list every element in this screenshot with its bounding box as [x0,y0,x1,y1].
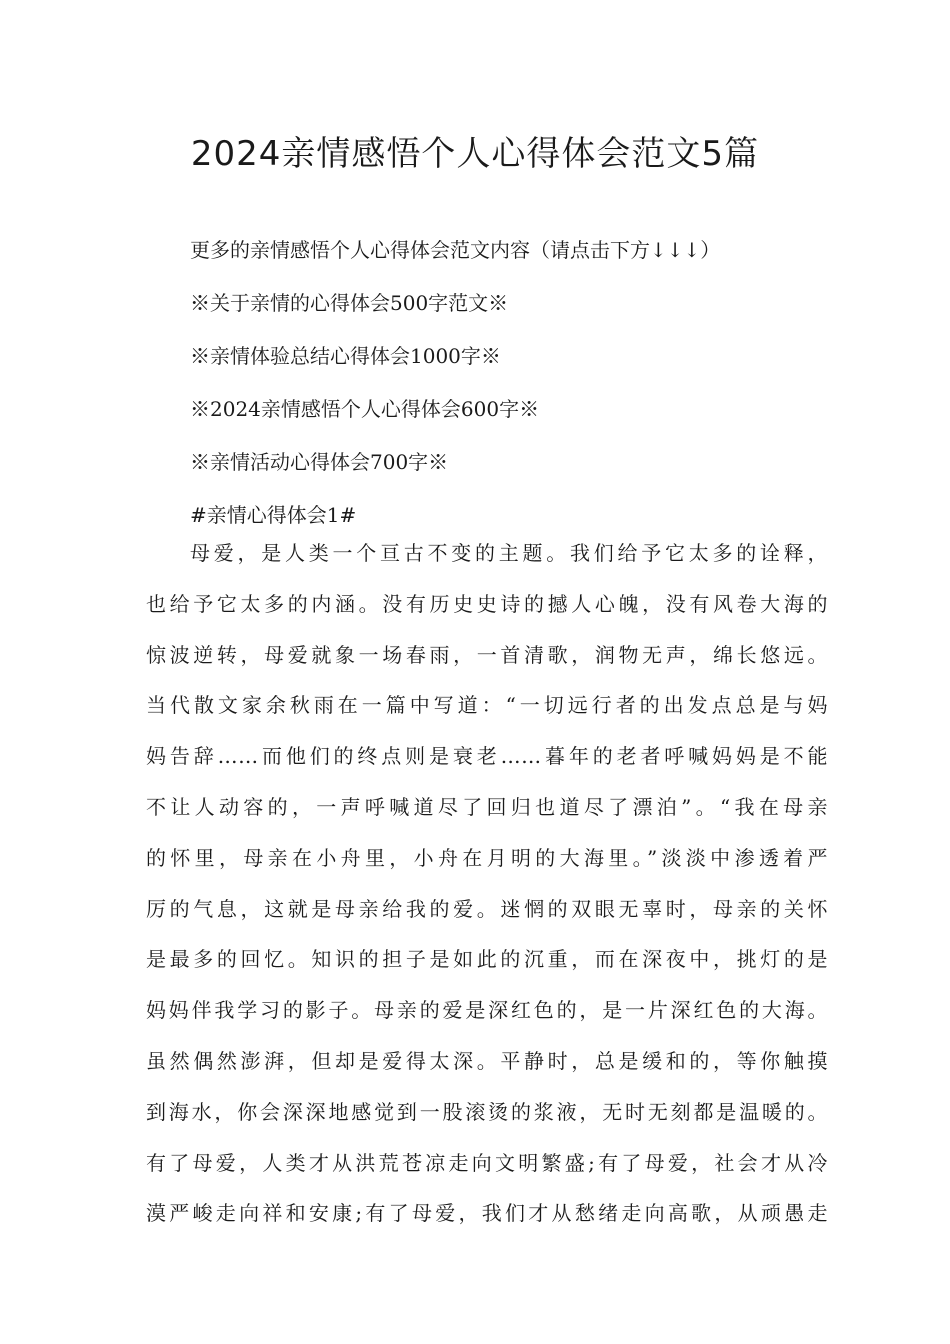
intro-line: 更多的亲情感悟个人心得体会范文内容（请点击下方↓↓↓） [190,238,721,262]
paragraph-line: 虽然偶然澎湃，但却是爱得太深。平静时，总是缓和的，等你触摸 [146,1048,828,1073]
section-heading: #亲情心得体会1# [190,503,357,527]
paragraph-line: 妈告辞……而他们的终点则是衰老……暮年的老者呼喊妈妈是不能 [146,744,828,769]
paragraph-line: 也给予它太多的内涵。没有历史史诗的撼人心魄，没有风卷大海的 [146,591,828,616]
related-link[interactable]: ※关于亲情的心得体会500字范文※ [190,291,509,315]
body-paragraph [146,528,828,1239]
document-title: 2024亲情感悟个人心得体会范文5篇 [190,134,760,174]
paragraph-line: 母爱，是人类一个亘古不变的主题。我们给予它太多的诠释， [190,541,828,565]
paragraph-line: 漠严峻走向祥和安康;有了母爱，我们才从愁绪走向高歌，从顽愚走 [146,1201,828,1226]
paragraph-line: 有了母爱，人类才从洪荒苍凉走向文明繁盛;有了母爱，社会才从冷 [146,1150,828,1175]
paragraph-line: 厉的气息，这就是母亲给我的爱。迷惘的双眼无辜时，母亲的关怀 [146,896,828,921]
related-link[interactable]: ※亲情活动心得体会700字※ [190,450,449,474]
paragraph-line: 不让人动容的，一声呼喊道尽了回归也道尽了漂泊”。“我在母亲 [146,794,828,819]
related-links [190,230,830,548]
related-link[interactable]: ※亲情体验总结心得体会1000字※ [190,344,501,368]
paragraph-line: 的怀里，母亲在小舟里，小舟在月明的大海里。”淡淡中渗透着严 [146,845,828,870]
paragraph-line: 是最多的回忆。知识的担子是如此的沉重，而在深夜中，挑灯的是 [146,947,828,972]
related-link[interactable]: ※2024亲情感悟个人心得体会600字※ [190,397,540,421]
paragraph-line: 惊波逆转，母爱就象一场春雨，一首清歌，润物无声，绵长悠远。 [146,642,828,667]
paragraph-line: 妈妈伴我学习的影子。母亲的爱是深红色的，是一片深红色的大海。 [146,998,828,1023]
paragraph-line: 当代散文家余秋雨在一篇中写道：“一切远行者的出发点总是与妈 [146,693,828,718]
paragraph-line: 到海水，你会深深地感觉到一股滚烫的浆液，无时无刻都是温暖的。 [146,1099,828,1124]
